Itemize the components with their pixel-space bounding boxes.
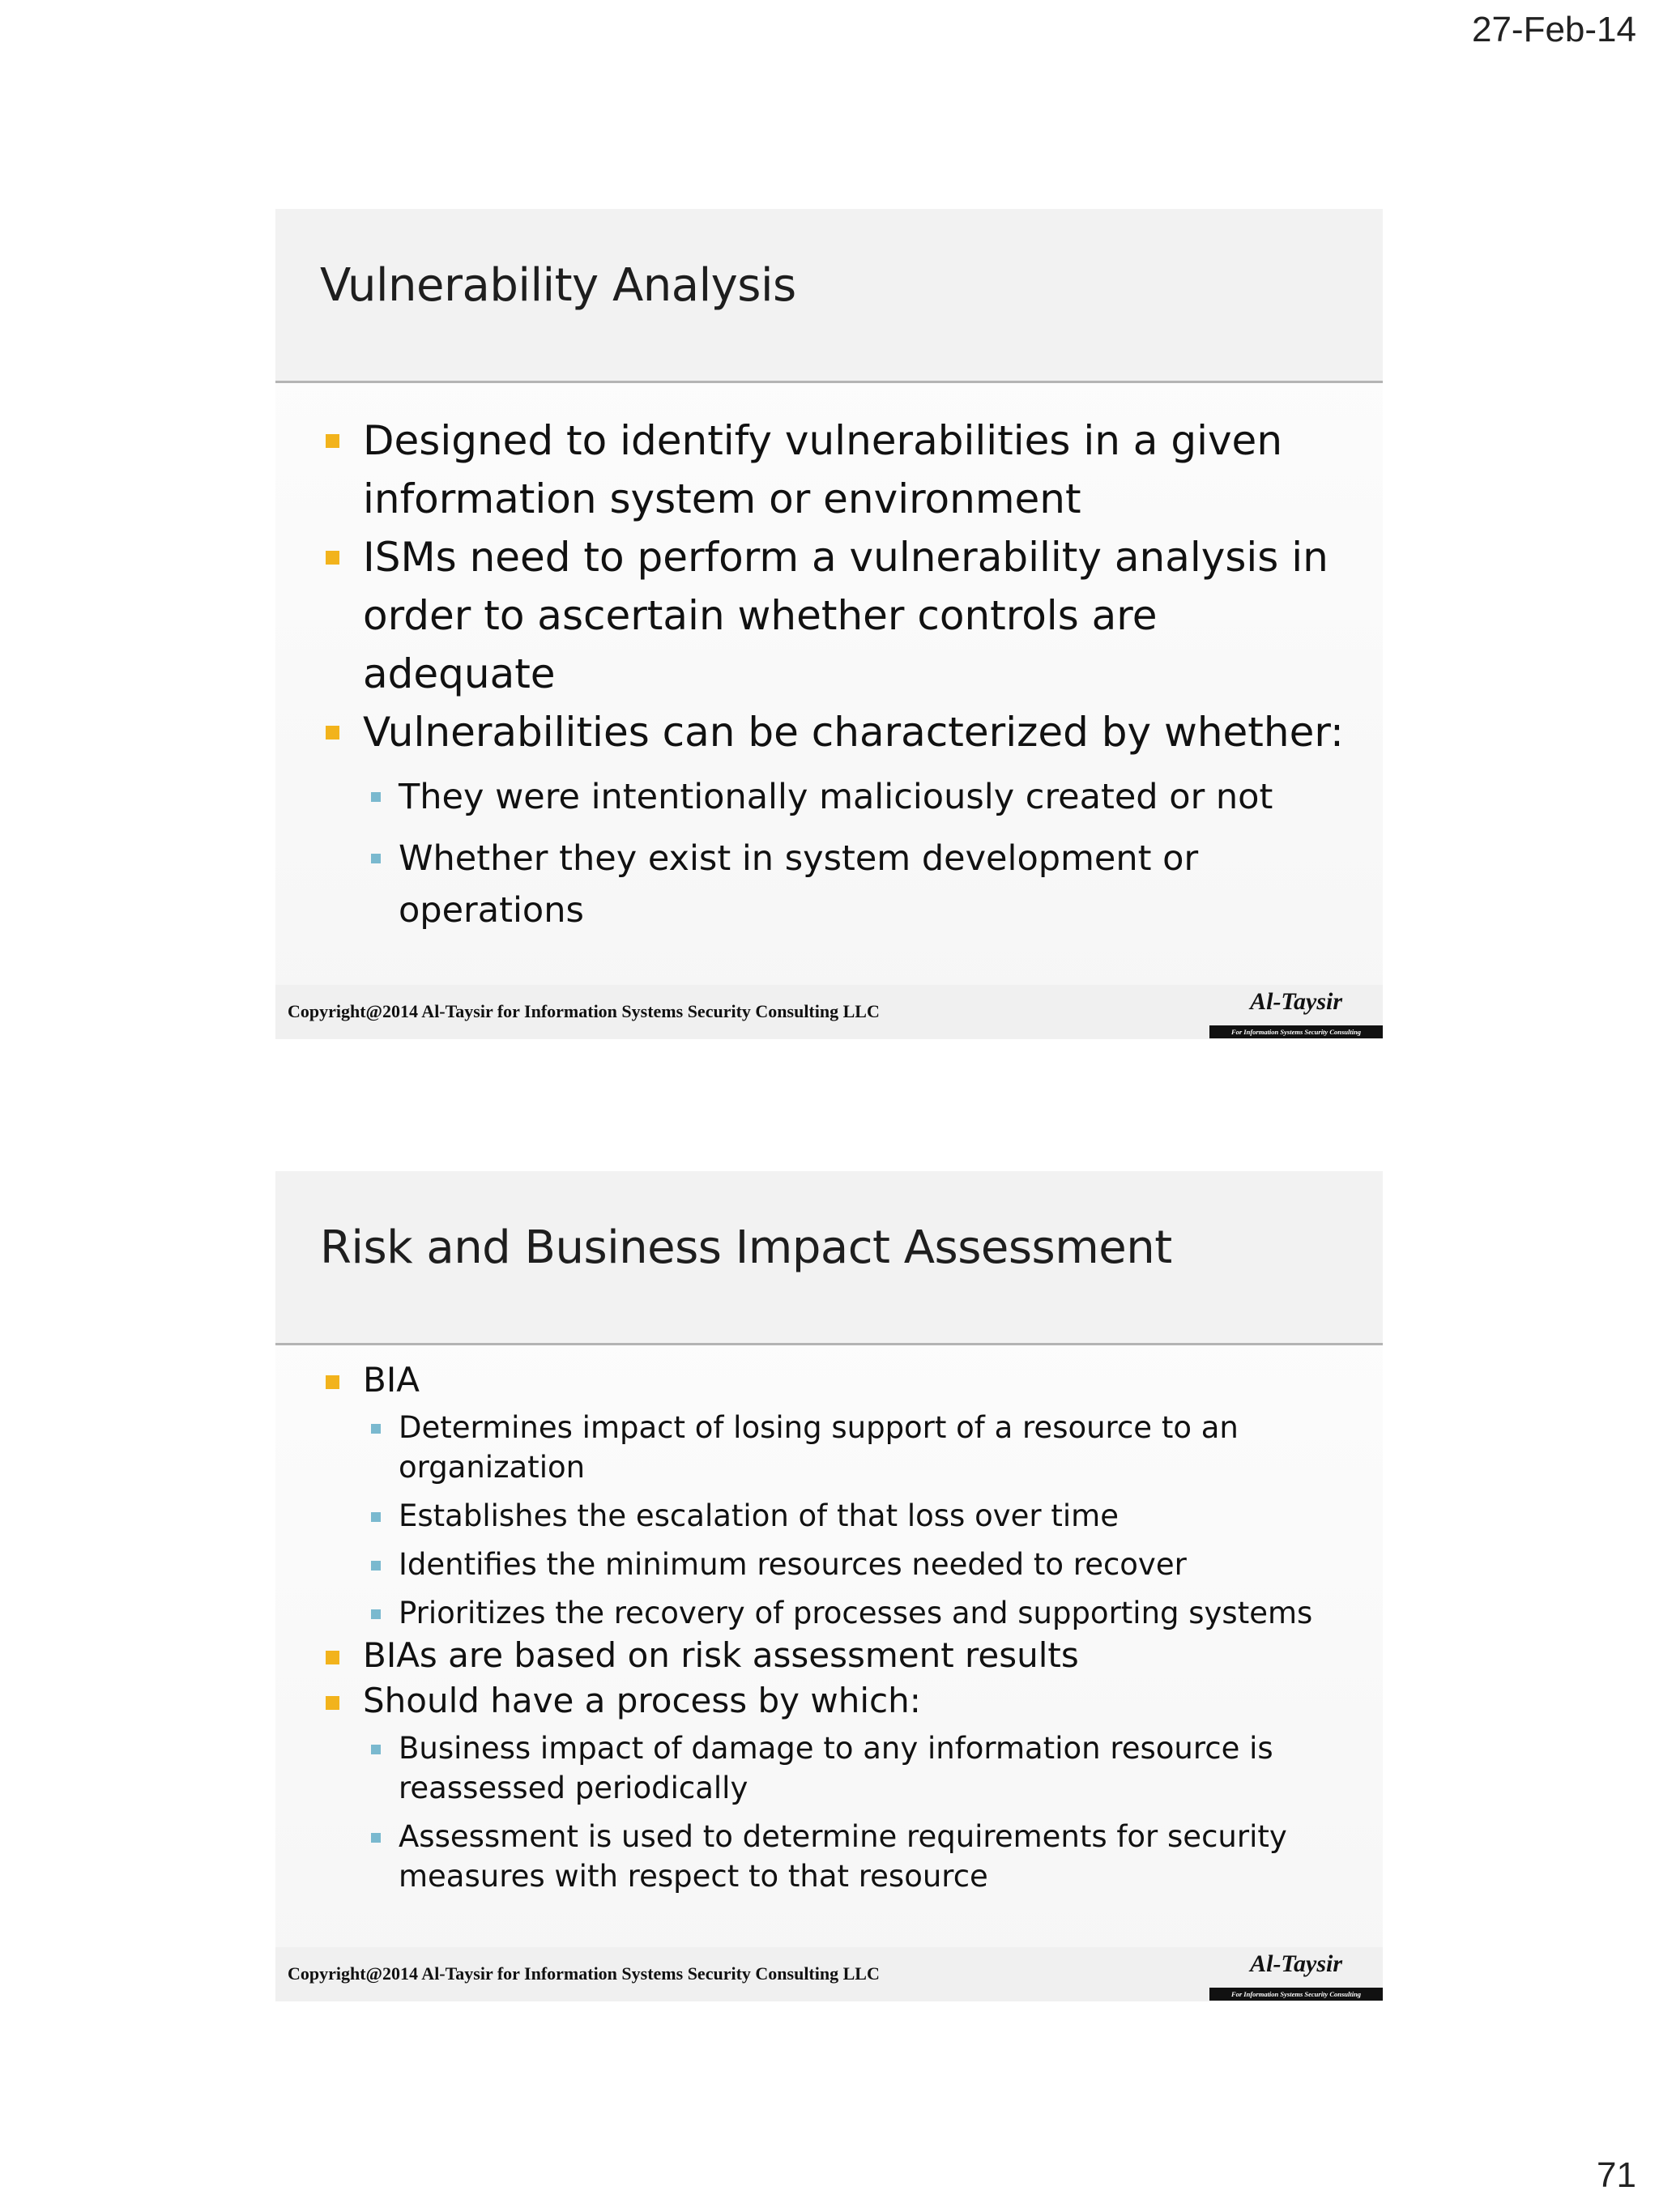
sub-bullet-item: Business impact of damage to any information resource is reassessed periodically (324, 1728, 1350, 1808)
slide-footer (275, 985, 1383, 1039)
logo-bar (1209, 1988, 1383, 2001)
al-taysir-logo (1209, 1950, 1383, 2001)
bullet-item: Designed to identify vulnerabilities in a given information system or environment (324, 411, 1350, 528)
bullet-item: BIA (324, 1357, 1350, 1403)
sub-bullet-list (324, 771, 1350, 936)
sub-bullet-list (324, 1728, 1350, 1896)
logo-text: Al-Taysir (1250, 1950, 1342, 1977)
sub-bullet-item: Identifies the minimum resources needed to recover (324, 1545, 1350, 1584)
page-date: 27-Feb-14 (1471, 10, 1636, 49)
slide-body (324, 411, 1350, 936)
bullet-item: ISMs need to perform a vulnerability analysis in order to ascertain whether controls are adequate (324, 528, 1350, 703)
logo-bar (1209, 1025, 1383, 1038)
slide-header (275, 1171, 1383, 1345)
slide-title: Risk and Business Impact Assessment (320, 1221, 1172, 1274)
sub-bullet-item: Prioritizes the recovery of processes and supporting systems (324, 1593, 1350, 1633)
sub-bullet-item: Establishes the escalation of that loss over time (324, 1496, 1350, 1536)
logo-tagline: For Information Systems Security Consulting (1230, 1990, 1362, 1998)
sub-bullet-item: They were intentionally maliciously created or not (324, 771, 1350, 823)
bullet-list (324, 1633, 1350, 1724)
slide-header (275, 209, 1383, 383)
bullet-list (324, 1357, 1350, 1403)
copyright-notice: Copyright@2014 Al-Taysir for Information Systems Security Consulting LLC (288, 1963, 880, 1984)
bullet-item: Vulnerabilities can be characterized by whether: (324, 703, 1350, 761)
bullet-item: BIAs are based on risk assessment results (324, 1633, 1350, 1678)
sub-bullet-item: Determines impact of losing support of a resource to an organization (324, 1408, 1350, 1487)
slide-body (324, 1357, 1350, 1896)
logo-text: Al-Taysir (1250, 988, 1342, 1015)
slide-footer (275, 1947, 1383, 2001)
logo-tagline: For Information Systems Security Consulting (1230, 1028, 1362, 1036)
sub-bullet-item: Whether they exist in system development or operations (324, 833, 1350, 936)
copyright-notice: Copyright@2014 Al-Taysir for Information Systems Security Consulting LLC (288, 1001, 880, 1021)
al-taysir-logo (1209, 988, 1383, 1038)
slide-vulnerability-analysis (275, 209, 1383, 1039)
sub-bullet-list (324, 1408, 1350, 1633)
slide-risk-business-impact (275, 1171, 1383, 2001)
sub-bullet-item: Assessment is used to determine requirements for security measures with respect to that resource (324, 1817, 1350, 1896)
bullet-list (324, 411, 1350, 761)
bullet-item: Should have a process by which: (324, 1678, 1350, 1724)
slide-title: Vulnerability Analysis (320, 259, 796, 312)
page-number: 71 (1597, 2155, 1636, 2195)
